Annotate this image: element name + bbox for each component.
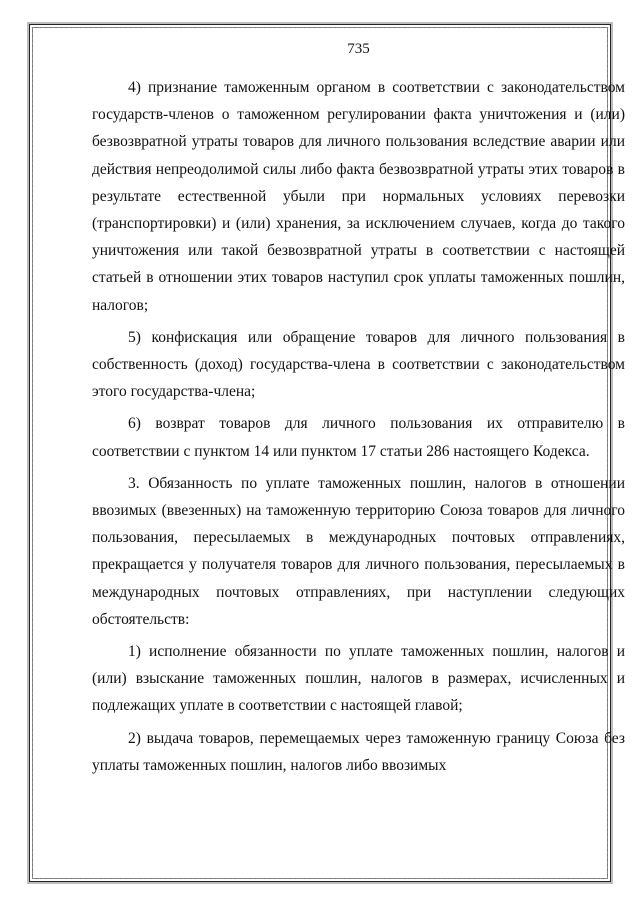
paragraph-subitem-1: 1) исполнение обязанности по уплате таможенных пошлин, налогов и (или) взыскание таможенных пошлин, налогов в размерах, исчисленных и подлежащих уплате в соответствии с настоящей главой; [92, 643, 625, 715]
page-number: 735 [347, 41, 370, 57]
page-frame [29, 24, 625, 882]
page-content [92, 40, 625, 779]
paragraph-item-6: 6) возврат товаров для личного пользования их отправителю в соответствии с пунктом 14 или пунктом 17 статьи 286 настоящего Кодекса. [92, 415, 625, 460]
paragraph-section-3: 3. Обязанность по уплате таможенных пошлин, налогов в отношении ввозимых (ввезенных) на таможенную территорию Союза товаров для личного пользования, пересылаемых в международных почтовых отправлениях, прекращается у получателя товаров для личного пользования, пересылаемых в международных почтовых отправлениях, при наступлении следующих обстоятельств: [92, 474, 625, 628]
paragraph-item-5: 5) конфискация или обращение товаров для личного пользования в собственность (доход) государства-члена в соответствии с законодательством этого государства-члена; [92, 328, 625, 401]
paragraph-item-4: 4) признание таможенным органом в соответствии с законодательством государств-членов о таможенном регулировании факта уничтожения и (или) безвозвратной утраты товаров для личного пользования вследствие аварии или действия непреодолимой силы либо факта безвозвратной утраты этих товаров в результате естественной убыли при нормальных условиях перевозки (транспортировки) и (или) хранения, за исключением случаев, когда до такого уничтожения или такой безвозвратной утраты в соответствии с настоящей статьей в отношении этих товаров наступил срок уплаты таможенных пошлин, налогов; [92, 79, 625, 314]
paragraph-subitem-2: 2) выдача товаров, перемещаемых через таможенную границу Союза без уплаты таможенных пошлин, налогов либо ввозимых [92, 729, 625, 774]
